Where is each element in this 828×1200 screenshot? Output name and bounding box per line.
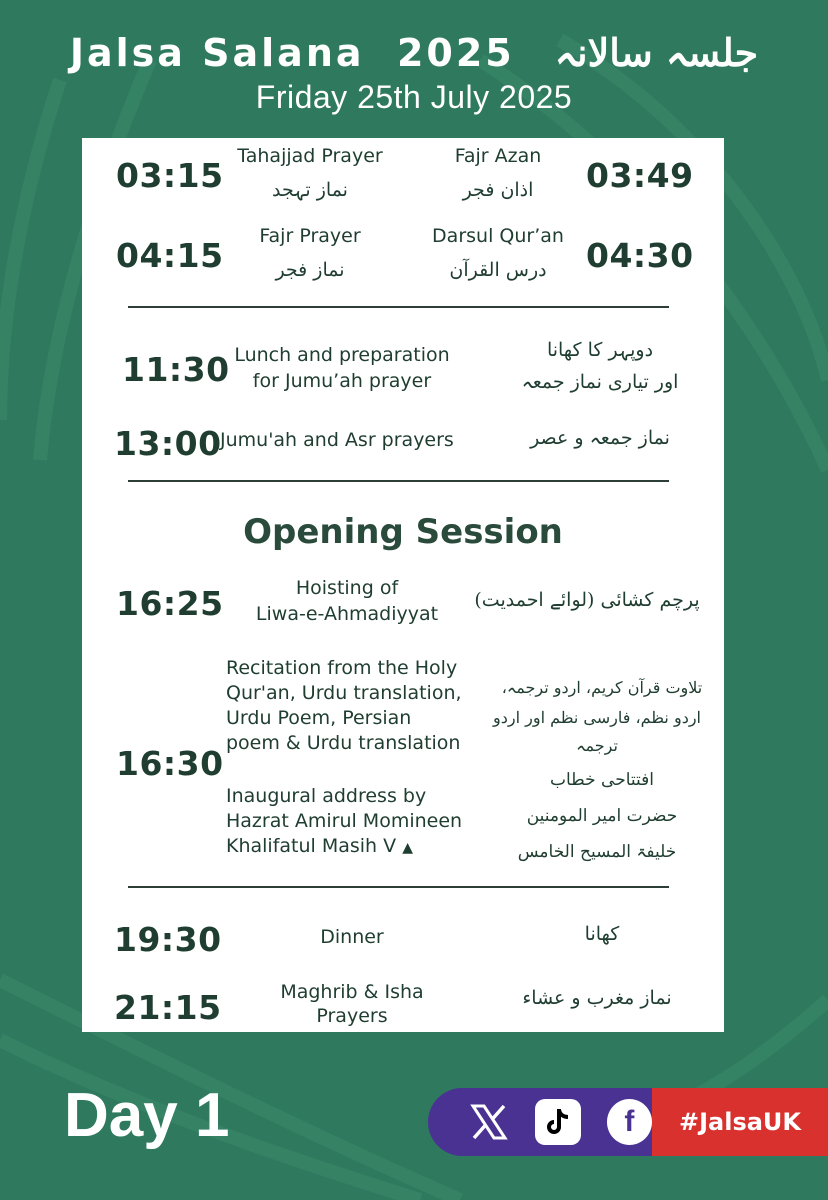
label-maghrib-en-2: Prayers: [316, 1005, 388, 1027]
label-address-en-2: Hazrat Amirul Momineen: [226, 810, 463, 832]
label-lunch-en-2: for Jumu’ah prayer: [252, 370, 432, 392]
facebook-icon[interactable]: [607, 1099, 652, 1145]
label-recitation-en-2: Qur'an, Urdu translation,: [226, 682, 462, 704]
time-fajr-azan: 03:49: [586, 156, 694, 195]
honorific-icon: ▲: [402, 840, 413, 856]
label-recitation-en-4: poem & Urdu translation: [226, 732, 461, 754]
time-dinner: 19:30: [114, 920, 222, 959]
label-flag-en-2: Liwa-e-Ahmadiyyat: [255, 603, 439, 625]
event-title: [0, 30, 828, 75]
time-maghrib: 21:15: [114, 988, 222, 1027]
label-address-en-3: [226, 834, 516, 861]
label-recitation-ur-2: اردو نظم، فارسی نظم اور اردو ترجمہ: [493, 708, 701, 755]
time-fajr-prayer: 04:15: [116, 236, 224, 275]
label-address-en-1: Inaugural address by: [226, 785, 427, 807]
title-english: Jalsa Salana 2025: [69, 31, 515, 75]
event-date: Friday 25th July 2025: [255, 79, 573, 115]
divider: [128, 480, 669, 482]
time-darsul-quran: 04:30: [586, 236, 694, 275]
tiktok-icon[interactable]: [535, 1099, 580, 1145]
label-jumuah-en: Jumu'ah and Asr prayers: [220, 429, 454, 451]
label-recitation-en-1: Recitation from the Holy: [226, 657, 458, 679]
label-fajr-prayer-en: Fajr Prayer: [259, 225, 361, 247]
day-label: Day 1: [64, 1081, 230, 1150]
hashtag-label[interactable]: #JalsaUK: [652, 1088, 828, 1156]
label-darsul-quran-en: Darsul Qur’an: [432, 225, 564, 247]
label-tahajjad-en: Tahajjad Prayer: [237, 145, 383, 167]
time-opening-session: 16:30: [116, 744, 224, 783]
divider: [128, 886, 669, 888]
schedule-card: [82, 138, 724, 1032]
time-jumuah: 13:00: [114, 424, 222, 463]
label-tahajjad-ur: نماز تہجد: [272, 179, 348, 201]
divider: [128, 306, 669, 308]
x-icon[interactable]: [468, 1101, 509, 1143]
label-recitation-ur-1: تلاوت قرآن کریم، اردو ترجمہ،: [501, 678, 703, 697]
time-flag-hoisting: 16:25: [116, 584, 224, 623]
social-icons-group: [428, 1088, 652, 1156]
khalifa-name: Khalifatul Masih V: [226, 835, 397, 857]
label-dinner-en: Dinner: [320, 926, 384, 948]
label-address-ur-3: خلیفۃ المسیح الخامس: [517, 842, 677, 862]
label-lunch-en-1: Lunch and preparation: [234, 344, 450, 366]
label-lunch-ur-1: دوپہر کا کھانا: [546, 339, 654, 361]
label-flag-en-1: Hoisting of: [295, 577, 399, 599]
label-fajr-azan-ur: اذان فجر: [462, 179, 534, 201]
label-address-ur-1: افتتاحی خطاب: [549, 770, 654, 790]
label-maghrib-en-1: Maghrib & Isha: [280, 981, 424, 1003]
label-maghrib-ur: نماز مغرب و عشاء: [522, 987, 672, 1009]
label-dinner-ur: کھانا: [584, 923, 620, 945]
label-jumuah-ur: نماز جمعہ و عصر: [530, 427, 670, 449]
header: [0, 30, 828, 116]
label-lunch-ur-2: اور تیاری نماز جمعہ: [521, 371, 679, 393]
label-darsul-quran-ur: درس القرآن: [449, 259, 547, 281]
time-tahajjad: 03:15: [116, 156, 224, 195]
title-urdu: جلسہ سالانہ: [554, 30, 759, 75]
label-address-ur-2: حضرت امیر المومنین: [526, 806, 678, 826]
section-title-opening: Opening Session: [243, 512, 563, 552]
label-fajr-azan-en: Fajr Azan: [454, 145, 542, 167]
social-bar: [428, 1088, 828, 1156]
label-fajr-prayer-ur: نماز فجر: [275, 259, 345, 281]
facebook-glyph: f: [624, 1105, 635, 1138]
label-recitation-en-3: Urdu Poem, Persian: [226, 707, 412, 729]
time-lunch: 11:30: [122, 350, 230, 389]
label-flag-ur: پرچم کشائی (لوائے احمدیت): [474, 589, 700, 611]
